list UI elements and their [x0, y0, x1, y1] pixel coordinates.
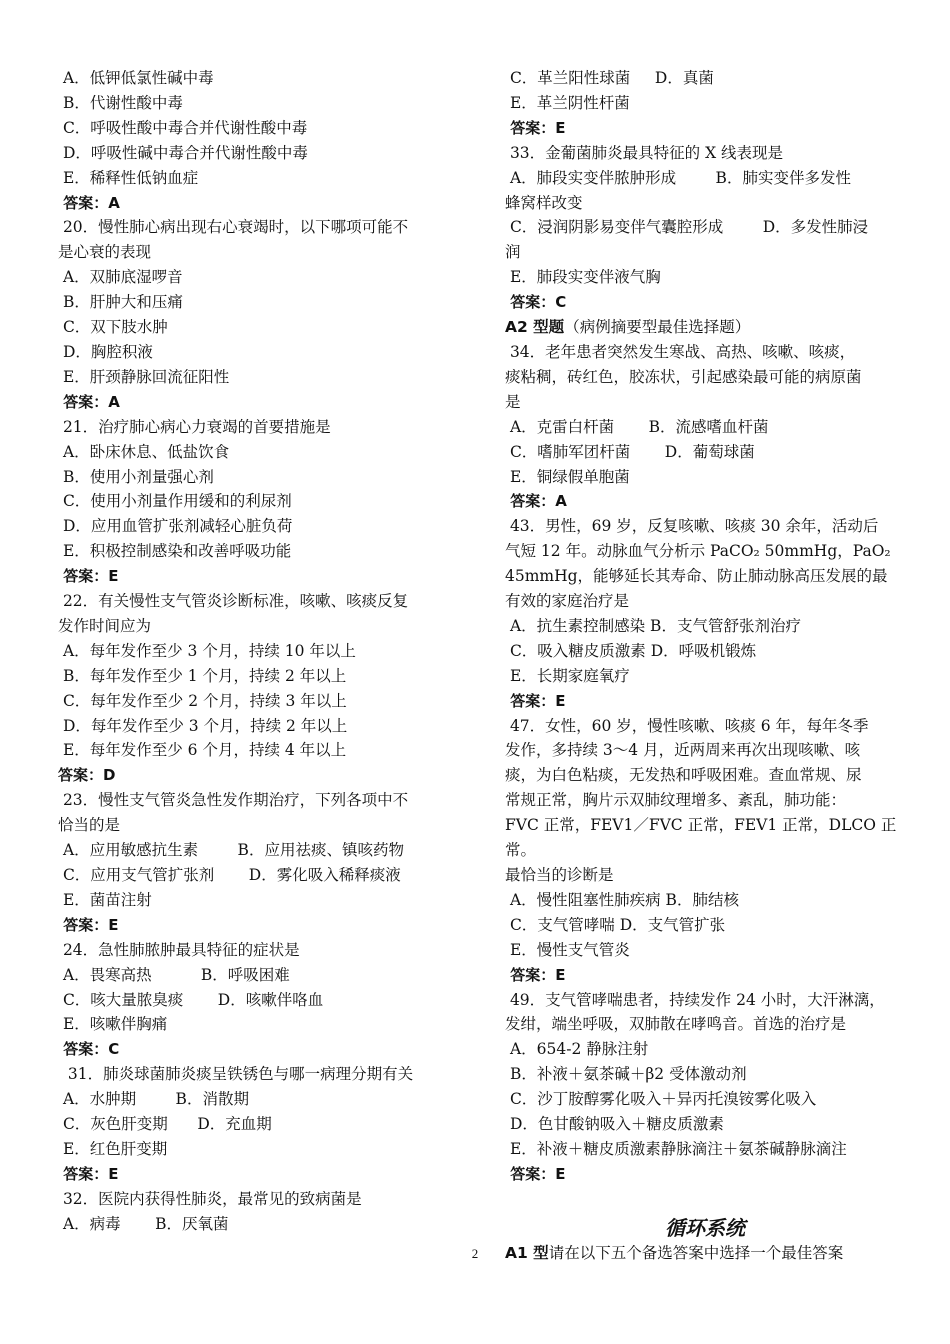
text-line: 22．有关慢性支气管炎诊断标准，咳嗽、咳痰反复 — [58, 592, 409, 611]
text-line: E．慢性支气管炎 — [505, 940, 630, 959]
text-line: 34．老年患者突然发生寒战、高热、咳嗽、咳痰， — [505, 342, 856, 361]
text-line: E．革兰阴性杆菌 — [505, 93, 630, 112]
text-line: 最恰当的诊断是 — [505, 866, 614, 884]
text-line: B．代谢性酸中毒 — [58, 93, 183, 112]
text-line: C．应用支气管扩张剂 D．雾化吸入稀释痰液 — [58, 866, 401, 884]
answer-line: 答案：C — [505, 293, 567, 312]
text-line: D．胸腔积液 — [58, 342, 153, 361]
answer-line: 答案：A — [505, 492, 567, 511]
text-line: C．呼吸性酸中毒合并代谢性酸中毒 — [58, 118, 308, 137]
text-line: E．肝颈静脉回流征阳性 — [58, 367, 230, 386]
text-line: A．双肺底湿啰音 — [58, 268, 183, 287]
section-description: 请在以下五个备选答案中选择一个最佳答案 — [548, 1243, 844, 1262]
text-line: D．呼吸性碱中毒合并代谢性酸中毒 — [58, 143, 308, 162]
answer-line: 答案：E — [58, 1164, 119, 1183]
text-line: C．嗜肺军团杆菌 D．葡萄球菌 — [505, 442, 755, 461]
text-line: 润 — [505, 243, 521, 262]
text-line: E．积极控制感染和改善呼吸功能 — [58, 542, 292, 561]
text-line: E．肺段实变伴液气胸 — [505, 268, 661, 287]
text-line: B．使用小剂量强心剂 — [58, 467, 214, 486]
text-line: 24．急性肺脓肿最具特征的症状是 — [58, 940, 300, 959]
text-line: 是心衰的表现 — [58, 243, 152, 262]
text-line: C．咳大量脓臭痰 D．咳嗽伴咯血 — [58, 990, 324, 1009]
text-line: 有效的家庭治疗是 — [505, 592, 630, 611]
left-column — [58, 66, 453, 1237]
answer-line: 答案：C — [58, 1040, 120, 1059]
text-line: 33．金葡菌肺炎最具特征的 X 线表现是 — [505, 143, 784, 162]
text-line: E．铜绿假单胞菌 — [505, 467, 630, 486]
text-line: 恰当的是 — [58, 816, 121, 835]
answer-line: 答案：D — [58, 766, 116, 785]
text-line: A．水肿期 B．消散期 — [58, 1090, 249, 1109]
text-line: 21．治疗肺心病心力衰竭的首要措施是 — [58, 417, 331, 436]
text-line: 发绀，端坐呼吸，双肺散在哮鸣音。首选的治疗是 — [505, 1015, 847, 1034]
text-line: C．革兰阳性球菌 D．真菌 — [505, 69, 714, 87]
answer-line: 答案：E — [505, 1164, 566, 1183]
section-label: A1 型 — [505, 1243, 549, 1262]
text-line: A．克雷白杆菌 B．流感嗜血杆菌 — [505, 417, 769, 436]
text-line: A．每年发作至少 3 个月，持续 10 年以上 — [58, 641, 356, 660]
text-line: 45mmHg，能够延长其寿命、防止肺动脉高压发展的最 — [505, 567, 888, 586]
text-line: E．补液＋糖皮质激素静脉滴注＋氨茶碱静脉滴注 — [505, 1139, 847, 1158]
text-line: 43．男性，69 岁，反复咳嗽、咳痰 30 余年，活动后 — [505, 517, 879, 536]
answer-line: 答案：E — [58, 915, 119, 934]
text-line: E．稀释性低钠血症 — [58, 168, 199, 187]
text-line: A．654-2 静脉注射 — [505, 1040, 649, 1059]
text-line: 发作时间应为 — [58, 616, 152, 635]
section-description: （病例摘要型最佳选择题） — [564, 318, 751, 337]
answer-line: 答案：E — [505, 118, 566, 137]
answer-line: 答案：A — [58, 193, 120, 212]
text-line: C．每年发作至少 2 个月，持续 3 年以上 — [58, 691, 347, 710]
text-line: D．应用血管扩张剂减轻心脏负荷 — [58, 517, 293, 536]
text-line: 蜂窝样改变 — [505, 193, 583, 212]
text-line: C．沙丁胺醇雾化吸入＋异丙托溴铵雾化吸入 — [505, 1090, 817, 1109]
text-line: A．肺段实变伴脓肿形成 B．肺实变伴多发性 — [505, 168, 851, 187]
text-line: E．红色肝变期 — [58, 1139, 168, 1158]
answer-line: 答案：E — [58, 567, 119, 586]
answer-line: 答案：E — [505, 965, 566, 984]
text-line: 气短 12 年。动脉血气分析示 PaCO₂ 50mmHg，PaO₂ — [505, 542, 891, 561]
text-line: A．病毒 B．厌氧菌 — [58, 1214, 229, 1233]
text-line: 是 — [505, 392, 521, 411]
section-label: A2 型题 — [505, 318, 565, 337]
text-line: B．每年发作至少 1 个月，持续 2 年以上 — [58, 666, 347, 685]
text-line: A．慢性阻塞性肺疾病 B．肺结核 — [505, 890, 739, 909]
right-column — [505, 66, 905, 1266]
text-line: 痰粘稠，砖红色，胶冻状，引起感染最可能的病原菌 — [505, 367, 862, 386]
text-line: 47．女性，60 岁，慢性咳嗽、咳痰 6 年，每年冬季 — [505, 716, 869, 735]
text-line: E．长期家庭氧疗 — [505, 666, 630, 685]
page-number: 2 — [471, 1246, 479, 1261]
text-line: A．抗生素控制感染 B．支气管舒张剂治疗 — [505, 616, 801, 635]
section-header — [505, 315, 905, 340]
answer-line: 答案：E — [505, 691, 566, 710]
text-line: 31．肺炎球菌肺炎痰呈铁锈色与哪一病理分期有关 — [58, 1065, 414, 1084]
text-line: E．咳嗽伴胸痛 — [58, 1015, 168, 1034]
text-line: C．吸入糖皮质激素 D．呼吸机锻炼 — [505, 641, 757, 660]
text-line: 32．医院内获得性肺炎，最常见的致病菌是 — [58, 1189, 362, 1208]
text-line: 痰，为白色粘痰，无发热和呼吸困难。查血常规、尿 — [505, 766, 862, 785]
text-line: E．菌苗注射 — [58, 890, 152, 909]
text-line: FVC 正常，FEV1／FVC 正常，FEV1 正常，DLCO 正常。 — [505, 816, 897, 860]
text-line: C．双下肢水肿 — [58, 318, 168, 337]
text-line: 49．支气管哮喘患者，持续发作 24 小时，大汗淋漓， — [505, 990, 885, 1009]
text-line: A．卧床休息、低盐饮食 — [58, 442, 230, 461]
text-line: D．每年发作至少 3 个月，持续 2 年以上 — [58, 716, 348, 735]
text-line: 常规正常，胸片示双肺纹理增多、紊乱，肺功能： — [505, 791, 847, 810]
text-line: A．应用敏感抗生素 B．应用祛痰、镇咳药物 — [58, 841, 404, 860]
text-line: 23．慢性支气管炎急性发作期治疗，下列各项中不 — [58, 791, 409, 810]
text-line: D．色甘酸钠吸入＋糖皮质激素 — [505, 1115, 724, 1134]
text-line: B．肝肿大和压痛 — [58, 293, 183, 312]
text-line: 发作，多持续 3～4 月，近两周来再次出现咳嗽、咳 — [505, 741, 861, 760]
text-line: C．灰色肝变期 D．充血期 — [58, 1115, 272, 1134]
text-line: 20．慢性肺心病出现右心衰竭时，以下哪项可能不 — [58, 218, 409, 237]
text-line: C．使用小剂量作用缓和的利尿剂 — [58, 492, 292, 511]
text-line: E．每年发作至少 6 个月，持续 4 年以上 — [58, 741, 347, 760]
text-line: C．浸润阴影易变伴气囊腔形成 D．多发性肺浸 — [505, 218, 869, 237]
text-line: C．支气管哮喘 D．支气管扩张 — [505, 915, 726, 934]
text-line: A．畏寒高热 B．呼吸困难 — [58, 965, 290, 984]
answer-line: 答案：A — [58, 392, 120, 411]
text-line: B．补液＋氨茶碱＋β2 受体激动剂 — [505, 1065, 747, 1084]
text-line: A．低钾低氯性碱中毒 — [58, 69, 214, 87]
section-heading: 循环系统 — [665, 1215, 745, 1240]
